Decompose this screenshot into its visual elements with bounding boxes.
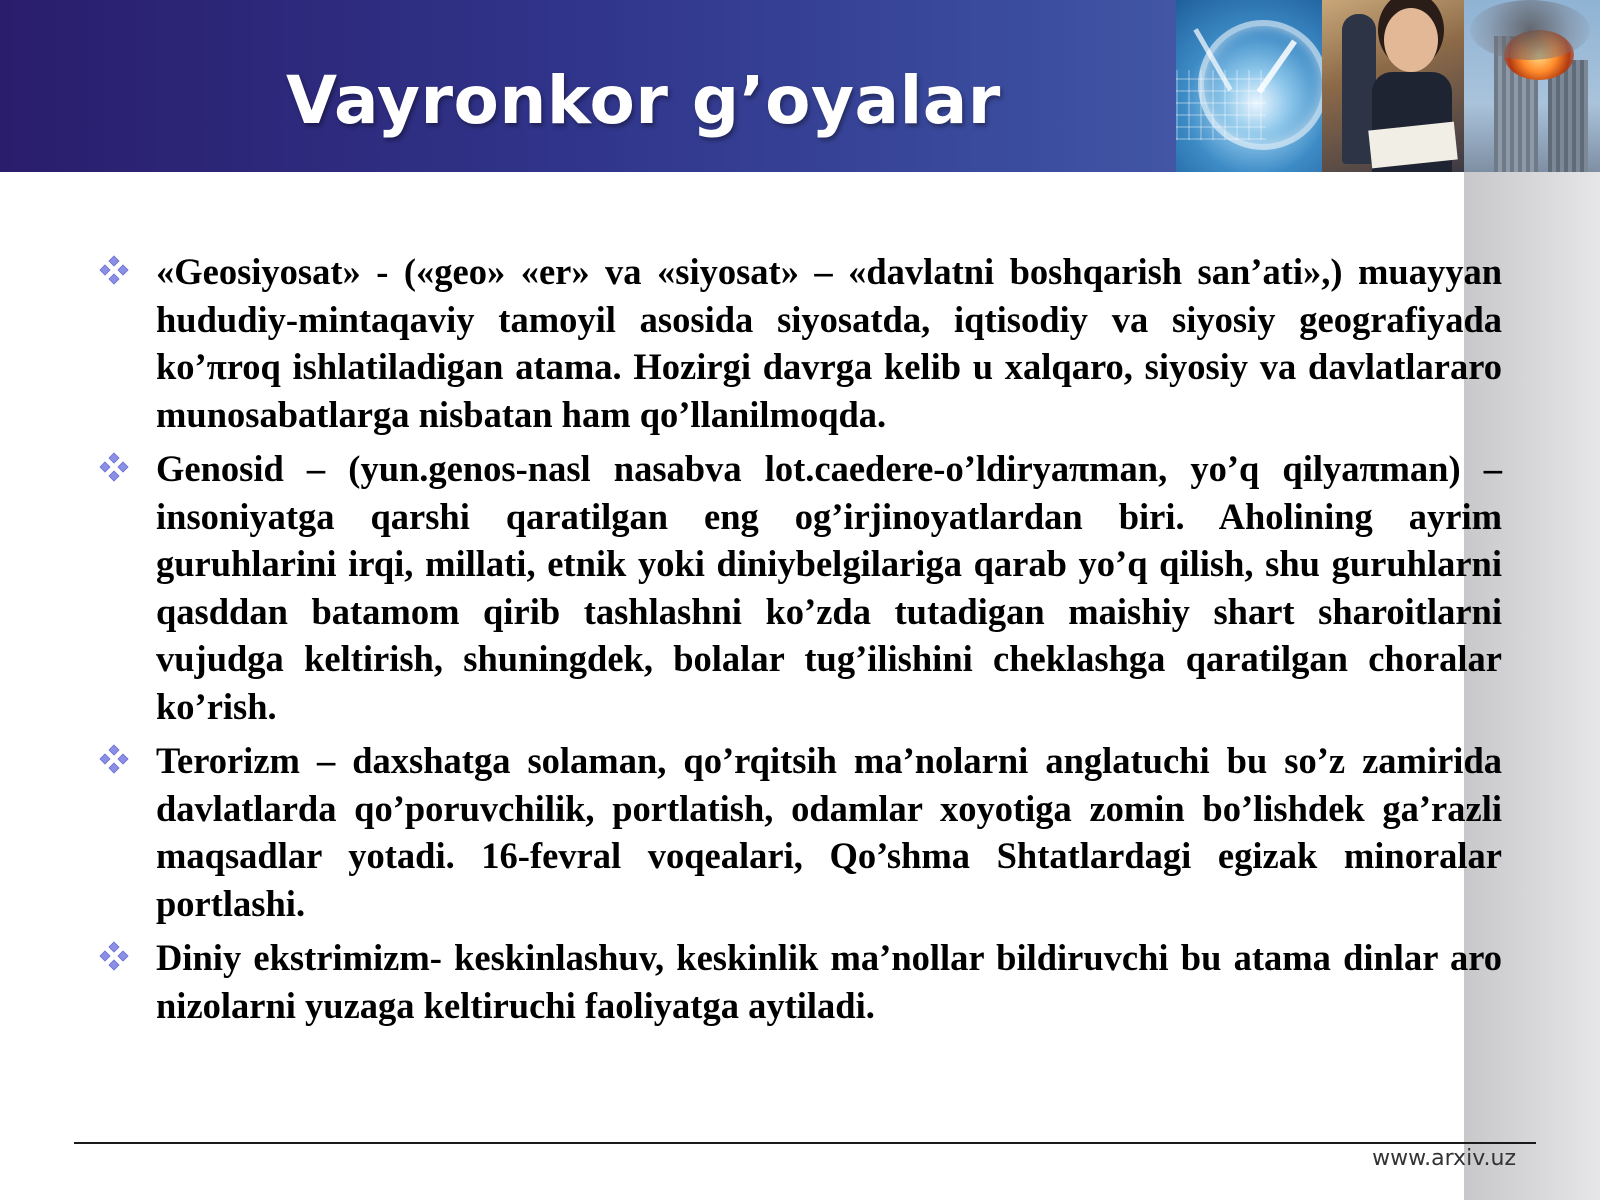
list-item [96,248,1502,438]
four-diamond-bullet-icon [96,741,132,777]
four-diamond-bullet-icon [96,252,132,288]
bullet-text: «Geosiyosat» - («geo» «er» va «siyosat» – «davlatni boshqarish san’ati»,) muayyan hududiy-mintaqaviy tamoyil asosida siyosatda, iqtisodiy va siyosiy geografiyada ko’πroq ishlatiladigan atama. Hozirgi davrga kelib u xalqaro, siyosiy va davlatlararo munosabatlarga nisbatan ham qo’llanilmoqda. [156,251,1502,435]
four-diamond-bullet-icon [96,449,132,485]
bullet-text: Terorizm – daxshatga solaman, qo’rqitsih ma’nolarni anglatuchi bu so’z zamirida davlatlarda qo’poruvchilik, portlatish, odamlar xoyotiga zomin bo’lishdek ga’razli maqsadlar yotadi. 16-fevral voqealari, Qo’shma Shtatlardagi egizak minoralar portlashi. [156,740,1502,924]
footer-url: www.arxiv.uz [1372,1146,1516,1171]
slide-header [0,0,1600,172]
four-diamond-bullet-icon [96,938,132,974]
bullet-text: Diniy ekstrimizm- keskinlashuv, keskinlik ma’nollar bildiruvchi bu atama dinlar aro nizolarni yuzaga keltiruchi faoliyatga aytiladi. [156,937,1502,1026]
footer-divider [74,1142,1536,1144]
list-item [96,445,1502,730]
bullet-list [96,248,1502,1036]
header-photo-towers [1464,0,1600,172]
header-photo-student [1322,0,1464,172]
list-item [96,737,1502,927]
slide-title: Vayronkor g’oyalar [286,62,1001,139]
list-item [96,934,1502,1029]
bullet-text: Genosid – (yun.genos-nasl nasabva lot.caedere-o’ldiryaπman, yo’q qilyaπman) –insoniyatga qarshi qaratilgan eng og’irjinoyatlardan biri. Aholining ayrim guruhlarini irqi, millati, etnik yoki diniybelgilariga qarab yo’q qilish, shu guruhlarni qasddan batamom qirib tashlashni ko’zda tutadigan maishiy shart sharoitlarni vujudga keltirish, shuningdek, bolalar tug’ilishini cheklashga qaratilgan choralar ko’rish. [156,448,1502,727]
header-photo-clock [1176,0,1322,172]
